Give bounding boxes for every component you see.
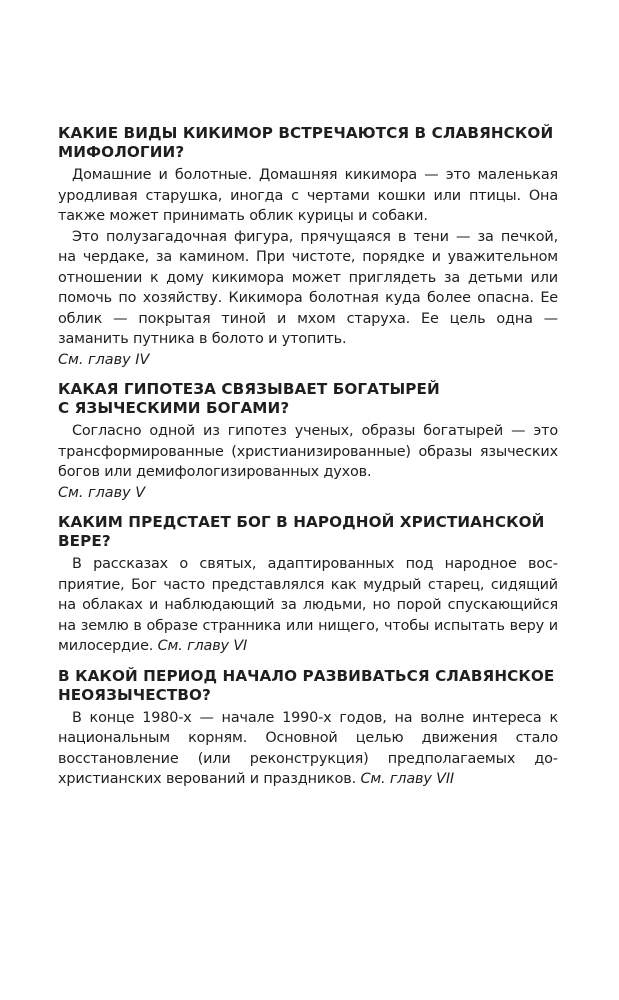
question-heading: КАКАЯ ГИПОТЕЗА СВЯЗЫВАЕТ БОГАТЫРЕЙ С ЯЗЫЧЕСКИМИ БОГАМИ? [58,380,440,417]
answer-paragraph: Домашние и болотные. Домашняя кикимора — это маленькая уродливая старушка, иногда с чертами кошки или птицы. Она также может принимать облик курицы и собаки. [58,167,558,224]
qa-section-neopaganism [58,667,558,790]
answer-text: В рассказах о святых, адаптированных под народное восприятие, Бог часто представлялся как мудрый старец, сидящий на облаках и наблюдающий за людьми, но порой спускающийся на землю в образе странника или нищего, чтобы испытать веру и милосердие. [58,556,558,654]
qa-section-god [58,513,558,657]
answer-text: В конце 1980-х — начале 1990-х годов, на волне интереса к национальным корням. Основной целью движения стало восстановление (или реконструкция) предполагаемых дохристианских верований и праздников. [58,709,558,787]
answer-paragraph: Согласно одной из гипотез ученых, образы богатырей — это трансформированные (христианизированные) образы языческих богов или демифологизированных духов. [58,423,558,480]
qa-section-bogatyrs [58,380,558,503]
answer-paragraph: Это полузагадочная фигура, прячущаяся в тени — за печкой, на чердаке, за камином. При чистоте, порядке и уважительном отношении к дому кикимора может приглядеть за детьми или помочь по хозяйству. Кикимора болотная куда более опасна. Ее облик — покрытая тиной и мхом старуха. Ее цель одна — заманить путника в болото и утопить. [58,228,558,347]
chapter-reference: См. главу VI [157,638,248,654]
question-heading: В КАКОЙ ПЕРИОД НАЧАЛО РАЗВИВАТЬСЯ СЛАВЯНСКОЕ НЕОЯЗЫЧЕСТВО? [58,666,555,704]
chapter-reference: См. главу V [58,484,146,501]
chapter-reference: См. главу VII [360,771,455,787]
question-heading: КАКИМ ПРЕДСТАЕТ БОГ В НАРОДНОЙ ХРИСТИАНСКОЙ ВЕРЕ? [58,513,545,550]
answer-paragraph [58,708,558,790]
page-content [58,124,558,800]
chapter-reference: См. главу IV [58,351,150,368]
answer-paragraph [58,554,558,657]
qa-section-kikimora [58,124,558,370]
question-heading: КАКИЕ ВИДЫ КИКИМОР ВСТРЕЧАЮТСЯ В СЛАВЯНСКОЙ МИФОЛОГИИ? [58,124,554,161]
